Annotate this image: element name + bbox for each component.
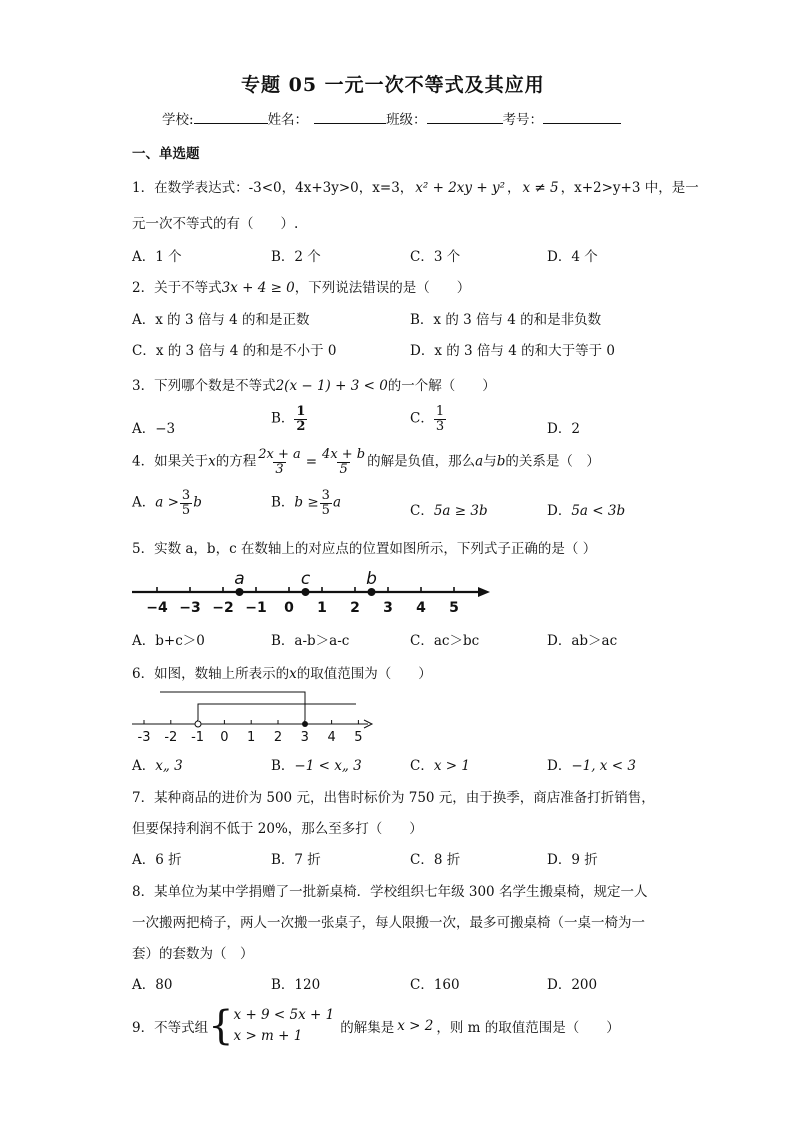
q7-line1: 7．某种商品的进价为 500 元，出售时标价为 750 元，由于换季，商店准备打折销售， <box>132 790 655 806</box>
q7-option-a[interactable]: A．6 折 <box>132 852 182 868</box>
class-label: 班级： <box>386 112 427 128</box>
q4-pre: 4．如果关于 <box>132 453 209 470</box>
q6-tick-label: -2 <box>164 730 178 744</box>
q1-expr1: x² + 2xy + y² <box>415 180 505 196</box>
q3-option-b-label: B． <box>271 410 295 427</box>
q6-option-b[interactable]: B．−1 < x„ 3 <box>271 758 362 774</box>
q4-mid: 的方程 <box>215 453 257 470</box>
q5-point-b <box>368 588 376 596</box>
q5-tick-label: −2 <box>212 600 234 616</box>
q5-point-a <box>236 588 244 596</box>
q5-tick-label: 3 <box>383 600 393 616</box>
q4-var-b: b <box>496 453 506 470</box>
q5-tick-label: 2 <box>350 600 360 616</box>
q9-system: x + 9 < 5x + 1 x > m + 1 <box>233 1007 335 1044</box>
q2-option-c[interactable]: C．x 的 3 倍与 4 的和是不小于 0 <box>132 343 337 359</box>
q4-option-b[interactable]: B．b ≥ $\frac{3}{5}$ a <box>271 488 342 518</box>
q6-tick-label: -3 <box>137 730 151 744</box>
q1-option-a[interactable]: A．1 个 <box>132 249 182 265</box>
q5-tick-label: −3 <box>179 600 201 616</box>
q3-post: 的一个解（ ） <box>387 378 496 394</box>
q4-var-x: x <box>208 453 216 470</box>
q5-tick-label: 1 <box>317 600 327 616</box>
q5-option-c[interactable]: C．ac＞bc <box>410 633 480 649</box>
q7-option-d[interactable]: D．9 折 <box>547 852 598 868</box>
q6-open-point <box>195 721 201 727</box>
q2-option-d[interactable]: D．x 的 3 倍与 4 的和大于等于 0 <box>410 343 615 359</box>
q3-stem <box>132 374 496 394</box>
q1-option-d[interactable]: D．4 个 <box>547 249 598 265</box>
q4-stem <box>132 448 600 476</box>
q5-tick-label: 5 <box>449 600 459 616</box>
q7-line2: 但要保持利润不低于 20%，那么至多打（ ） <box>132 821 423 837</box>
q5-tick-label: 4 <box>416 600 426 616</box>
q9-pre: 9．不等式组 <box>132 1019 209 1036</box>
q8-line3: 套）的套数为（ ） <box>132 946 254 962</box>
q5-point-label-b: b <box>366 569 377 589</box>
q3-option-a[interactable]: A．−3 <box>132 421 176 437</box>
q1-text-b: ，x+2>y+3 中，是一 <box>560 180 699 196</box>
q5-number-line <box>128 562 498 618</box>
page-title: 专题 05 一元一次不等式及其应用 <box>241 74 545 96</box>
q3-option-d[interactable]: D．2 <box>547 421 580 437</box>
q5-point-label-a: a <box>234 569 245 589</box>
q6-tick-label: 1 <box>247 730 256 744</box>
q5-point-c <box>302 588 310 596</box>
q5-option-a[interactable]: A．b+c＞0 <box>132 633 205 649</box>
q4-post1: 的解是负值，那么 <box>367 453 476 470</box>
q4-option-c[interactable]: C．5a ≥ 3b <box>410 503 488 519</box>
q8-option-d[interactable]: D．200 <box>547 977 598 993</box>
q6-tick-label: 4 <box>327 730 336 744</box>
q6-closed-point <box>302 721 308 727</box>
q4-post2: 与 <box>483 453 497 470</box>
q1-expr2: x ≠ 5 <box>522 180 559 196</box>
q8-line1: 8．某单位为某中学捐赠了一批新桌椅．学校组织七年级 300 名学生搬桌椅，规定一人 <box>132 884 648 900</box>
q6-tick-label: 2 <box>273 730 283 744</box>
q2-pre: 2．关于不等式 <box>132 280 222 296</box>
q4-fraction-left: $\frac{2x + a}{3}$ <box>258 447 301 477</box>
class-field[interactable] <box>427 111 503 124</box>
q3-option-c-fraction: $\frac{1}{3}$ <box>435 404 445 434</box>
section-heading: 一、单选题 <box>132 146 200 162</box>
name-label: 姓名： <box>267 112 309 128</box>
q6-tick-label: 3 <box>300 730 309 744</box>
school-label: 学校: <box>162 112 194 128</box>
q1-line1 <box>132 176 699 196</box>
q4-fraction-right: $\frac{4x + b}{5}$ <box>322 447 366 477</box>
q9-stem <box>132 1002 620 1049</box>
q3-pre: 3．下列哪个数是不等式 <box>132 378 276 394</box>
q6-option-a[interactable]: A．x„ 3 <box>132 758 183 774</box>
number-field[interactable] <box>543 111 621 124</box>
q6-number-line <box>128 686 388 744</box>
q6-var-x: x <box>289 666 297 682</box>
q6-right-bracket <box>160 692 305 720</box>
q1-text-a: 1．在数学表达式：-3<0，4x+3y>0，x=3， <box>132 180 414 196</box>
q6-tick-label: 5 <box>354 730 363 744</box>
q9-mid: 的解集是 <box>340 1019 395 1036</box>
q8-option-c[interactable]: C．160 <box>410 977 460 993</box>
q2-post: ，下列说法错误的是（ ） <box>294 280 471 296</box>
q4-equals: = <box>305 453 318 470</box>
q3-option-b[interactable] <box>271 405 307 433</box>
q7-option-b[interactable]: B．7 折 <box>271 852 321 868</box>
q1-option-c[interactable]: C．3 个 <box>410 249 461 265</box>
info-line <box>162 108 621 128</box>
q6-tick-label: -1 <box>191 730 205 744</box>
q1-option-b[interactable]: B．2 个 <box>271 249 321 265</box>
q9-brace: { <box>208 1002 234 1049</box>
q3-option-b-fraction: $\frac{1}{2}$ <box>296 404 306 434</box>
q6-option-c[interactable]: C．x > 1 <box>410 758 470 774</box>
q6-tick-label: 0 <box>220 730 229 744</box>
q5-tick-label: −1 <box>245 600 267 616</box>
q6-stem: 6．如图，数轴上所表示的x的取值范围为（ ） <box>132 666 432 682</box>
q4-post3: 的关系是（ ） <box>505 453 600 470</box>
q5-stem: 5．实数 a，b，c 在数轴上的对应点的位置如图所示，下列式子正确的是（ ） <box>132 541 597 557</box>
q8-option-a[interactable]: A．80 <box>132 977 173 993</box>
q3-option-c[interactable] <box>410 405 446 433</box>
q3-expr: 2(x − 1) + 3 < 0 <box>275 378 388 394</box>
q5-tick-label: −4 <box>146 600 168 616</box>
q6-option-d[interactable]: D．−1, x < 3 <box>547 758 636 774</box>
q5-point-label-c: c <box>300 569 311 589</box>
name-field[interactable] <box>314 111 386 124</box>
q8-line2: 一次搬两把椅子，两人一次搬一张桌子，每人限搬一次，最多可搬桌椅（一桌一椅为一 <box>132 915 645 931</box>
q9-post: ，则 m 的取值范围是（ ） <box>436 1019 620 1036</box>
q9-expr: x > 2 <box>397 1017 434 1034</box>
q4-var-a: a <box>475 453 484 470</box>
q6-left-bracket <box>198 704 356 720</box>
q2-option-a[interactable]: A．x 的 3 倍与 4 的和是正数 <box>132 312 310 328</box>
number-label: 考号： <box>502 112 544 128</box>
q2-option-b[interactable]: B．x 的 3 倍与 4 的和是非负数 <box>410 312 602 328</box>
q2-expr: 3x + 4 ≥ 0 <box>221 280 295 296</box>
q8-option-b[interactable]: B．120 <box>271 977 321 993</box>
q7-option-c[interactable]: C．8 折 <box>410 852 461 868</box>
q5-option-d[interactable]: D．ab＞ac <box>547 633 618 649</box>
q1-sep: ， <box>506 180 521 196</box>
q4-option-a[interactable]: A．a > $\frac{3}{5}$ b <box>132 488 202 518</box>
q5-tick-label: 0 <box>284 600 294 616</box>
q1-line2: 元一次不等式的有（ ）. <box>132 216 299 232</box>
q5-option-b[interactable]: B．a-b＞a-c <box>271 633 350 649</box>
school-field[interactable] <box>194 111 268 124</box>
q4-option-d[interactable]: D．5a < 3b <box>547 503 626 519</box>
q3-option-c-label: C． <box>410 410 434 427</box>
q2-stem <box>132 276 470 296</box>
